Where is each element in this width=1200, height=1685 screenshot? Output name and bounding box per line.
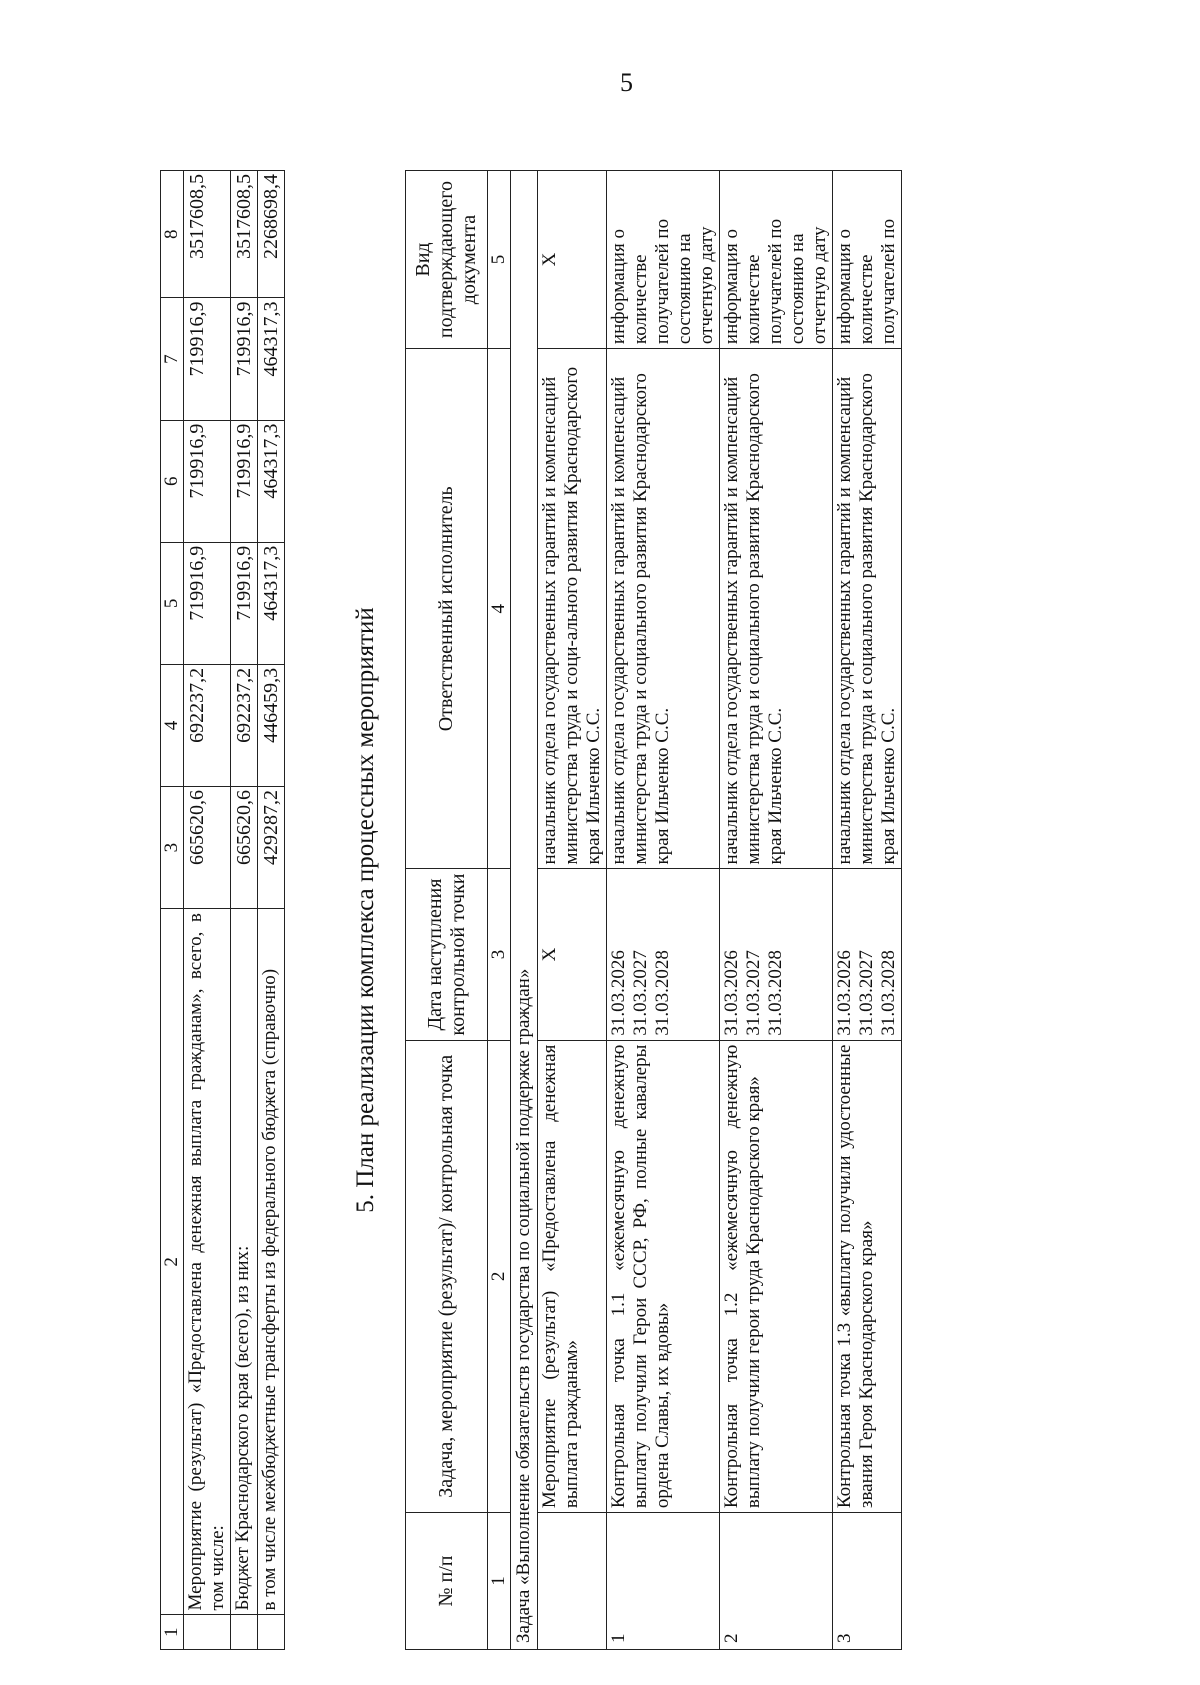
finance-value: 3517608,5 <box>231 171 258 298</box>
finance-value: 719916,9 <box>231 298 258 420</box>
header-number: № п/п <box>406 1513 488 1650</box>
row-name: Мероприятие (результат) «Предоставлена денежная выплата гражданам» <box>538 1040 607 1512</box>
finance-row-name: Бюджет Краснодарского края (всего), из них: <box>231 909 258 1615</box>
finance-value: 719916,9 <box>184 420 231 542</box>
column-number-row <box>488 171 511 1650</box>
header-task: Задача, мероприятие (результат)/ контрольная точка <box>406 1040 488 1512</box>
plan-table <box>405 170 902 1650</box>
finance-row-name: Мероприятие (результат) «Предоставлена денежная выплата гражданам», всего, в том числе: <box>184 909 231 1615</box>
column-number: 5 <box>488 171 511 349</box>
row-executor: начальник отдела государственных гарантий и компенсаций министерства труда и социального развития Краснодарского края Ильченко С.С. <box>607 349 720 869</box>
finance-value: 429287,2 <box>258 787 285 909</box>
page-number: 5 <box>620 68 633 97</box>
row-number: 1 <box>607 1513 720 1650</box>
finance-header-cell: 2 <box>161 909 184 1615</box>
row-name: Контрольная точка 1.1 «ежемесячную денежную выплату получили Герои СССР, РФ, полные кавалеры ордена Славы, их вдовы» <box>607 1040 720 1512</box>
finance-header-cell: 7 <box>161 298 184 420</box>
finance-value: 446459,3 <box>258 664 285 786</box>
finance-header-cell: 8 <box>161 171 184 298</box>
finance-value: 464317,3 <box>258 420 285 542</box>
finance-row-number <box>231 1615 258 1650</box>
row-executor: начальник отдела государственных гарантий и компенсаций министерства труда и социального развития Краснодарского края Ильченко С.С. <box>833 349 902 869</box>
column-number: 4 <box>488 349 511 869</box>
row-number: 3 <box>833 1513 902 1650</box>
task-heading: Задача «Выполнение обязательств государства по социальной поддержке граждан» <box>511 171 538 1650</box>
row-document: информация о количестве получателей по <box>833 171 902 349</box>
finance-value: 464317,3 <box>258 298 285 420</box>
finance-value: 665620,6 <box>231 787 258 909</box>
finance-value: 719916,9 <box>231 542 258 664</box>
header-document: Вид подтверждающего документа <box>406 171 488 349</box>
finance-row <box>258 171 285 1650</box>
finance-header-row <box>161 171 184 1650</box>
finance-header-cell: 5 <box>161 542 184 664</box>
task-row <box>511 171 538 1650</box>
row-document: информация о количестве получателей по состоянию на отчетную дату <box>720 171 833 349</box>
row-date: 31.03.2026 31.03.2027 31.03.2028 <box>607 869 720 1040</box>
finance-row <box>231 171 258 1650</box>
finance-value: 665620,6 <box>184 787 231 909</box>
finance-table <box>160 170 285 1650</box>
row-document: информация о количестве получателей по состоянию на отчетную дату <box>607 171 720 349</box>
finance-value: 692237,2 <box>184 664 231 786</box>
row-number: 2 <box>720 1513 833 1650</box>
finance-header-cell: 4 <box>161 664 184 786</box>
plan-row <box>720 171 833 1650</box>
row-name: Контрольная точка 1.3 «выплату получили удостоенные звания Героя Краснодарского края» <box>833 1040 902 1512</box>
finance-header-cell: 1 <box>161 1615 184 1650</box>
row-name: Контрольная точка 1.2 «ежемесячную денежную выплату получили герои труда Краснодарского края» <box>720 1040 833 1512</box>
column-number: 1 <box>488 1513 511 1650</box>
finance-row <box>184 171 231 1650</box>
column-number: 2 <box>488 1040 511 1512</box>
finance-row-name: в том числе межбюджетные трансферты из федерального бюджета (справочно) <box>258 909 285 1615</box>
finance-value: 464317,3 <box>258 542 285 664</box>
row-date: 31.03.2026 31.03.2027 31.03.2028 <box>720 869 833 1040</box>
finance-value: 2268698,4 <box>258 171 285 298</box>
rotated-content <box>160 150 1200 1650</box>
plan-row <box>538 171 607 1650</box>
section-title: 5. План реализации комплекса процессных мероприятий <box>352 607 379 1213</box>
finance-row-number <box>258 1615 285 1650</box>
row-date: X <box>538 869 607 1040</box>
row-executor: начальник отдела государственных гарантий и компенсаций министерства труда и соци-ального развития Краснодарского края Ильченко С.С. <box>538 349 607 869</box>
column-number: 3 <box>488 869 511 1040</box>
row-date: 31.03.2026 31.03.2027 31.03.2028 <box>833 869 902 1040</box>
plan-header-row <box>406 171 488 1650</box>
finance-header-cell: 6 <box>161 420 184 542</box>
row-document: X <box>538 171 607 349</box>
row-executor: начальник отдела государственных гарантий и компенсаций министерства труда и социального развития Краснодарского края Ильченко С.С. <box>720 349 833 869</box>
finance-value: 719916,9 <box>184 298 231 420</box>
plan-row <box>833 171 902 1650</box>
finance-value: 719916,9 <box>184 542 231 664</box>
header-date: Дата наступления контрольной точки <box>406 869 488 1040</box>
finance-row-number <box>184 1615 231 1650</box>
finance-value: 692237,2 <box>231 664 258 786</box>
header-executor: Ответственный исполнитель <box>406 349 488 869</box>
finance-value: 719916,9 <box>231 420 258 542</box>
row-number <box>538 1513 607 1650</box>
plan-row <box>607 171 720 1650</box>
finance-value: 3517608,5 <box>184 171 231 298</box>
finance-header-cell: 3 <box>161 787 184 909</box>
